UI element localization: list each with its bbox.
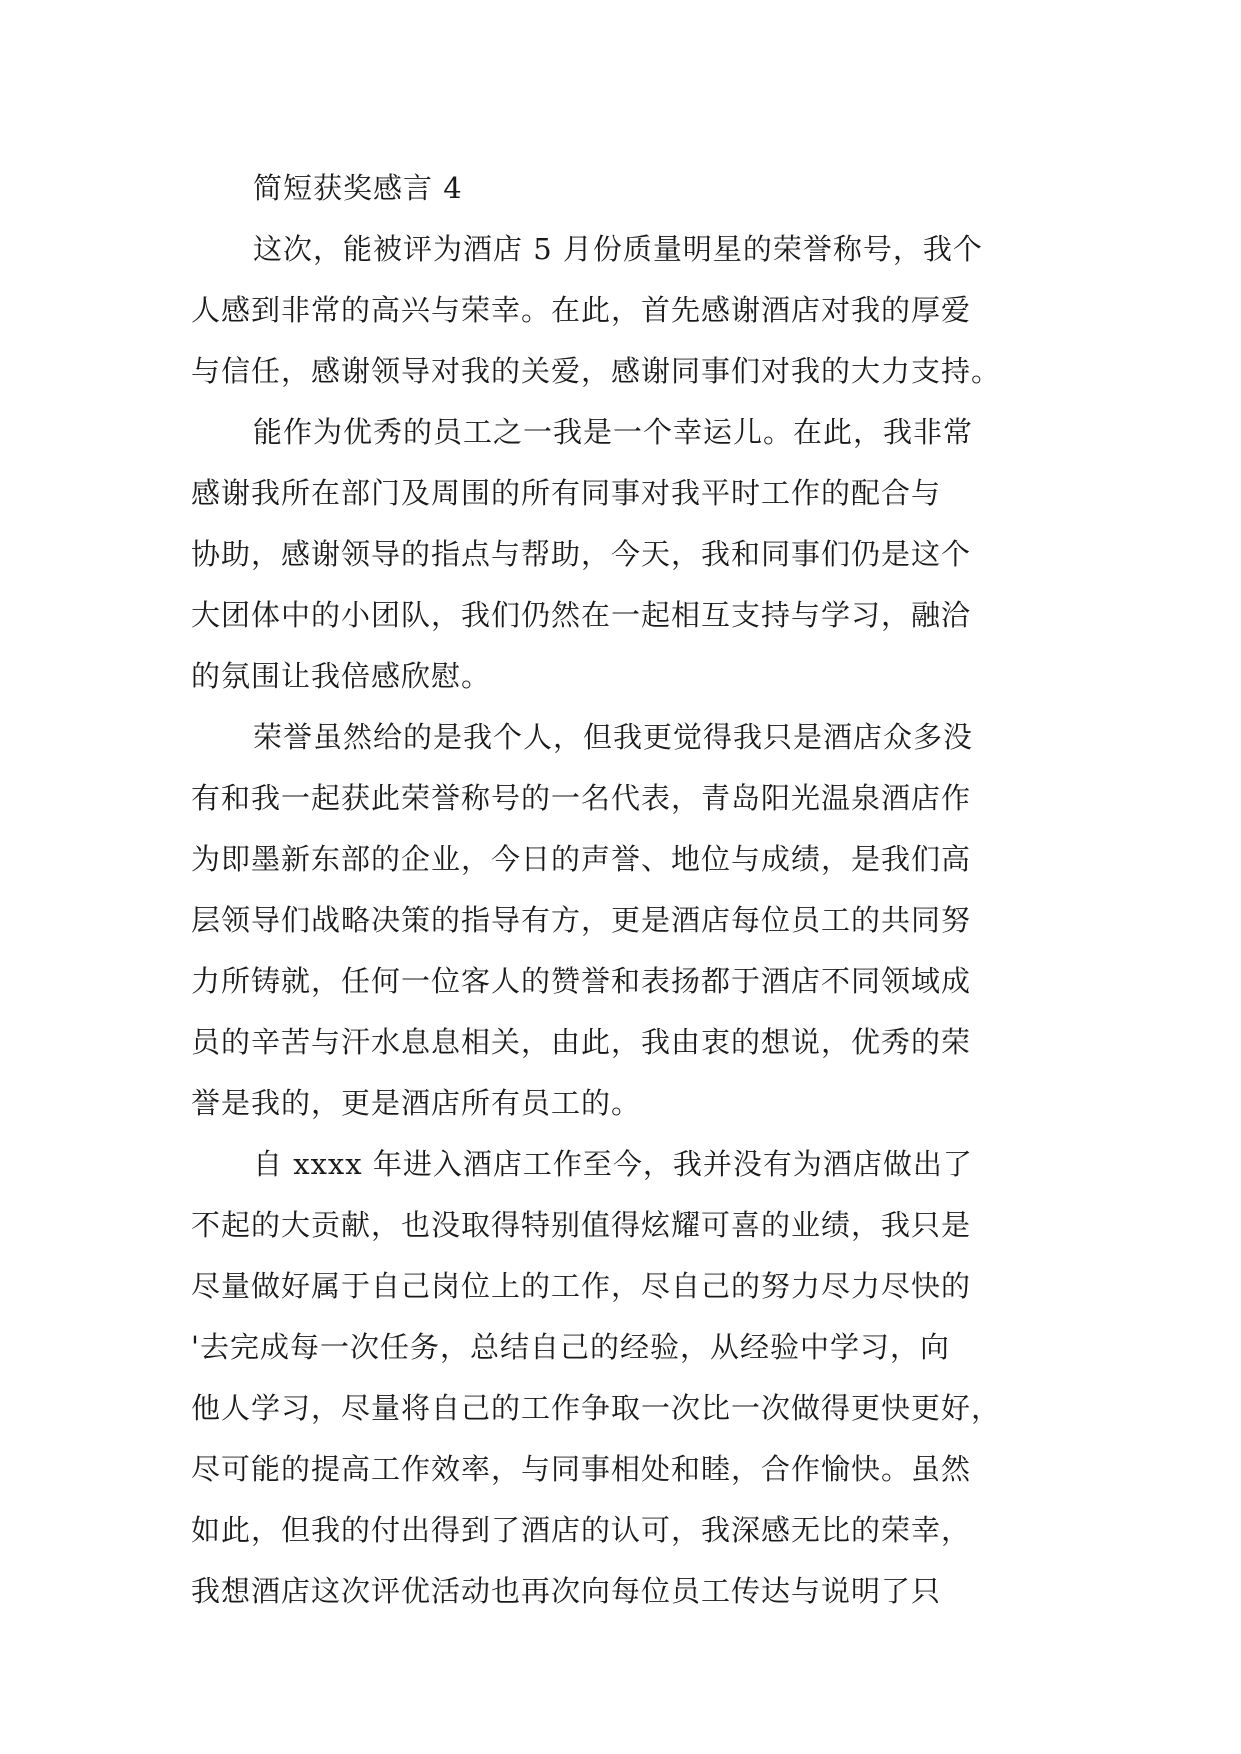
paragraph-2-line-1: 能作为优秀的员工之一我是一个幸运儿。在此，我非常 xyxy=(253,415,974,449)
paragraph-4-line-2: 不起的大贡献，也没取得特别值得炫耀可喜的业绩，我只是 xyxy=(191,1208,972,1242)
paragraph-2-line-2: 感谢我所在部门及周围的所有同事对我平时工作的配合与 xyxy=(191,476,942,510)
document-body xyxy=(191,158,1053,1622)
paragraph-2-line-5: 的氛围让我倍感欣慰。 xyxy=(191,659,492,693)
paragraph-4-line-7: 如此，但我的付出得到了酒店的认可，我深感无比的荣幸， xyxy=(191,1513,972,1547)
paragraph-3-line-7: 誉是我的，更是酒店所有员工的。 xyxy=(191,1086,642,1120)
paragraph-1-line-1: 这次，能被评为酒店 5 月份质量明星的荣誉称号，我个 xyxy=(253,232,983,266)
paragraph-4-line-5: 他人学习，尽量将自己的工作争取一次比一次做得更快更好， xyxy=(191,1391,1002,1425)
paragraph-1-line-2: 人感到非常的高兴与荣幸。在此，首先感谢酒店对我的厚爱 xyxy=(191,293,972,327)
paragraph-4-line-4: '去完成每一次任务，总结自己的经验，从经验中学习，向 xyxy=(191,1330,950,1364)
paragraph-1-line-3: 与信任，感谢领导对我的关爱，感谢同事们对我的大力支持。 xyxy=(191,354,1002,388)
paragraph-4-line-6: 尽可能的提高工作效率，与同事相处和睦，合作愉快。虽然 xyxy=(191,1452,972,1486)
paragraph-4-line-1: 自 xxxx 年进入酒店工作至今，我并没有为酒店做出了 xyxy=(253,1147,973,1181)
paragraph-2-line-4: 大团体中的小团队，我们仍然在一起相互支持与学习，融洽 xyxy=(191,598,972,632)
paragraph-3-line-5: 力所铸就，任何一位客人的赞誉和表扬都于酒店不同领域成 xyxy=(191,964,972,998)
paragraph-3-line-3: 为即墨新东部的企业，今日的声誉、地位与成绩，是我们高 xyxy=(191,842,972,876)
paragraph-3-line-4: 层领导们战略决策的指导有方，更是酒店每位员工的共同努 xyxy=(191,903,972,937)
paragraph-4-line-8: 我想酒店这次评优活动也再次向每位员工传达与说明了只 xyxy=(191,1574,942,1608)
paragraph-3-line-2: 有和我一起获此荣誉称号的一名代表，青岛阳光温泉酒店作 xyxy=(191,781,972,815)
paragraph-3-line-6: 员的辛苦与汗水息息相关，由此，我由衷的想说，优秀的荣 xyxy=(191,1025,972,1059)
paragraph-3-line-1: 荣誉虽然给的是我个人，但我更觉得我只是酒店众多没 xyxy=(253,720,974,754)
document-heading: 简短获奖感言 4 xyxy=(253,171,463,205)
paragraph-4-line-3: 尽量做好属于自己岗位上的工作，尽自己的努力尽力尽快的 xyxy=(191,1269,972,1303)
paragraph-2-line-3: 协助，感谢领导的指点与帮助，今天，我和同事们仍是这个 xyxy=(191,537,972,571)
